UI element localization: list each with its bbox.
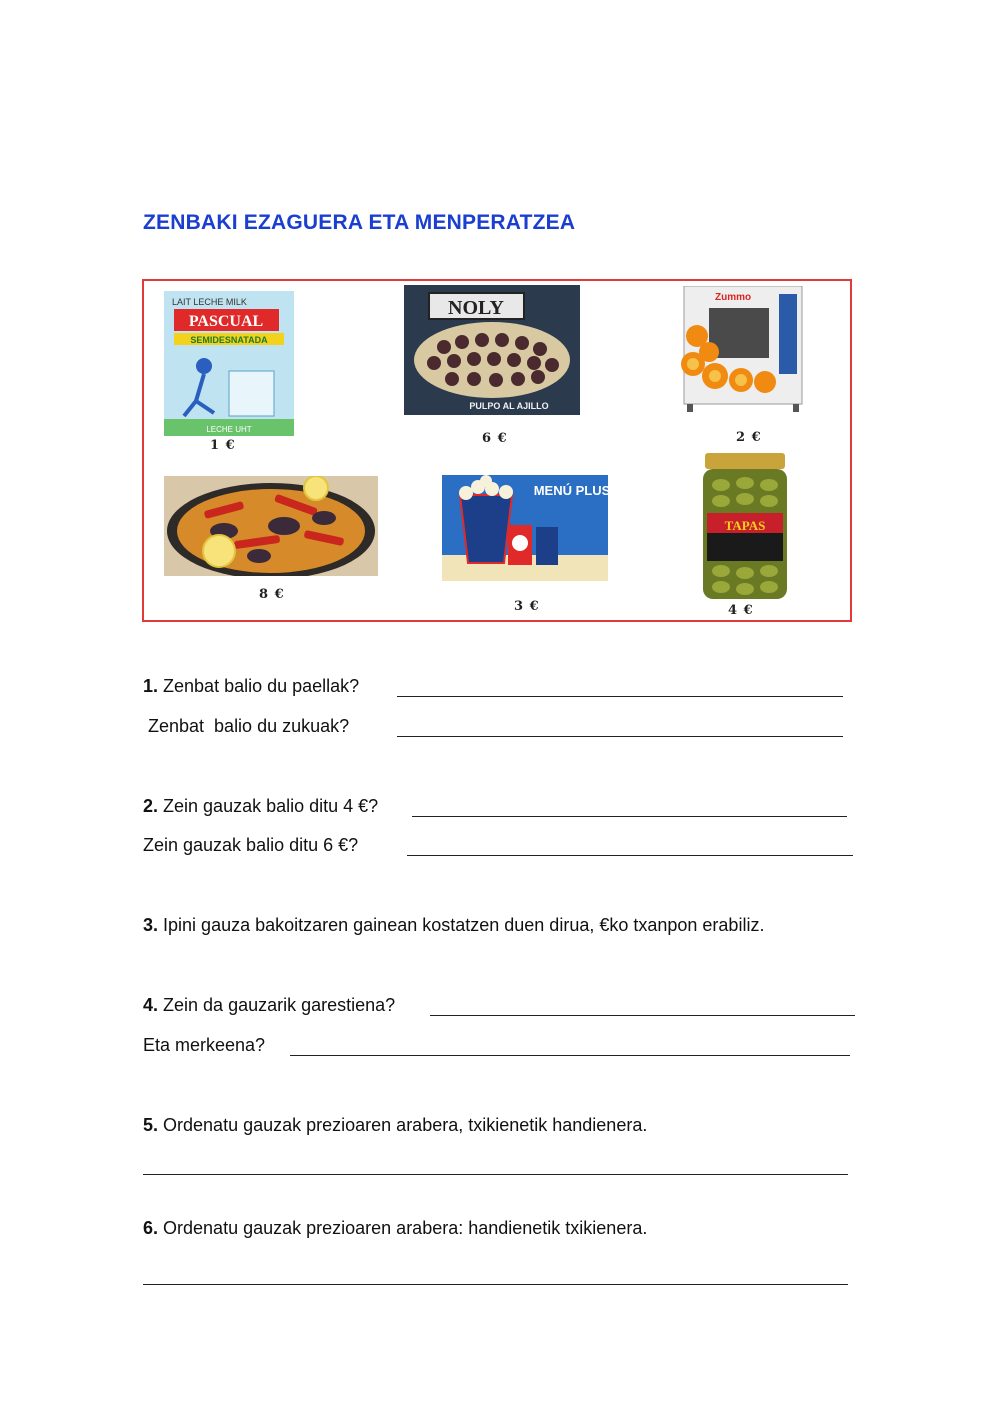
question-4	[143, 995, 395, 1016]
question-2b-text: Zein gauzak balio ditu 6 €?	[143, 835, 359, 855]
olives-brand: TAPAS	[724, 518, 766, 533]
question-2	[143, 796, 378, 817]
juice-brand: Zummo	[715, 292, 752, 303]
popcorn-brand: MENÚ PLUS	[533, 483, 608, 498]
octopus-brand: NOLY	[448, 297, 504, 319]
answer-line-1a[interactable]	[397, 696, 843, 697]
milk-carton-image	[164, 291, 294, 441]
question-1-number: 1.	[143, 676, 159, 696]
answer-line-4b[interactable]	[290, 1055, 850, 1056]
question-3-text: Ipini gauza bakoitzaren gainean kostatzen duen dirua, €ko txanpon erabiliz.	[163, 915, 765, 935]
question-5-text: Ordenatu gauzak prezioaren arabera, txikienetik handienera.	[163, 1115, 648, 1135]
question-5	[143, 1115, 647, 1136]
question-6-text: Ordenatu gauzak prezioaren arabera: handienetik txikienera.	[163, 1218, 648, 1238]
question-3	[143, 915, 764, 936]
price-popcorn: 3 €	[514, 599, 540, 614]
popcorn-menu-image	[442, 475, 608, 586]
paella-image	[164, 476, 378, 581]
answer-line-5[interactable]	[143, 1174, 848, 1175]
products-box	[142, 279, 852, 622]
price-juice: 2 €	[736, 430, 762, 445]
question-1a-text: Zenbat balio du paellak?	[163, 676, 360, 696]
question-6	[143, 1218, 647, 1239]
juice-machine-image	[679, 286, 807, 419]
question-2-number: 2.	[143, 796, 159, 816]
octopus-tin-image	[404, 285, 580, 420]
octopus-sub: PULPO AL AJILLO	[469, 401, 549, 411]
question-4a-text: Zein da gauzarik garestiena?	[163, 995, 396, 1015]
question-2a-text: Zein gauzak balio ditu 4 €?	[163, 796, 379, 816]
answer-line-2a[interactable]	[412, 816, 847, 817]
price-octopus: 6 €	[482, 431, 508, 446]
answer-line-2b[interactable]	[407, 855, 853, 856]
question-1b-text: Zenbat balio du zukuak?	[148, 716, 350, 736]
milk-label-top: LAIT LECHE MILK	[172, 297, 247, 307]
price-olives: 4 €	[728, 603, 754, 618]
svg-text:LECHE UHT: LECHE UHT	[206, 425, 252, 434]
milk-sub: SEMIDESNATADA	[190, 335, 268, 345]
question-6-number: 6.	[143, 1218, 159, 1238]
question-1	[143, 676, 359, 697]
page-title: ZENBAKI EZAGUERA ETA MENPERATZEA	[143, 211, 576, 234]
answer-line-6[interactable]	[143, 1284, 848, 1285]
price-paella: 8 €	[259, 587, 285, 602]
question-5-number: 5.	[143, 1115, 159, 1135]
question-4-number: 4.	[143, 995, 159, 1015]
question-4b-text: Eta merkeena?	[143, 1035, 266, 1055]
question-3-number: 3.	[143, 915, 159, 935]
answer-line-4a[interactable]	[430, 1015, 855, 1016]
answer-line-1b[interactable]	[397, 736, 843, 737]
milk-brand: PASCUAL	[188, 313, 264, 330]
olives-jar-image	[699, 453, 791, 606]
price-milk: 1 €	[210, 438, 236, 453]
